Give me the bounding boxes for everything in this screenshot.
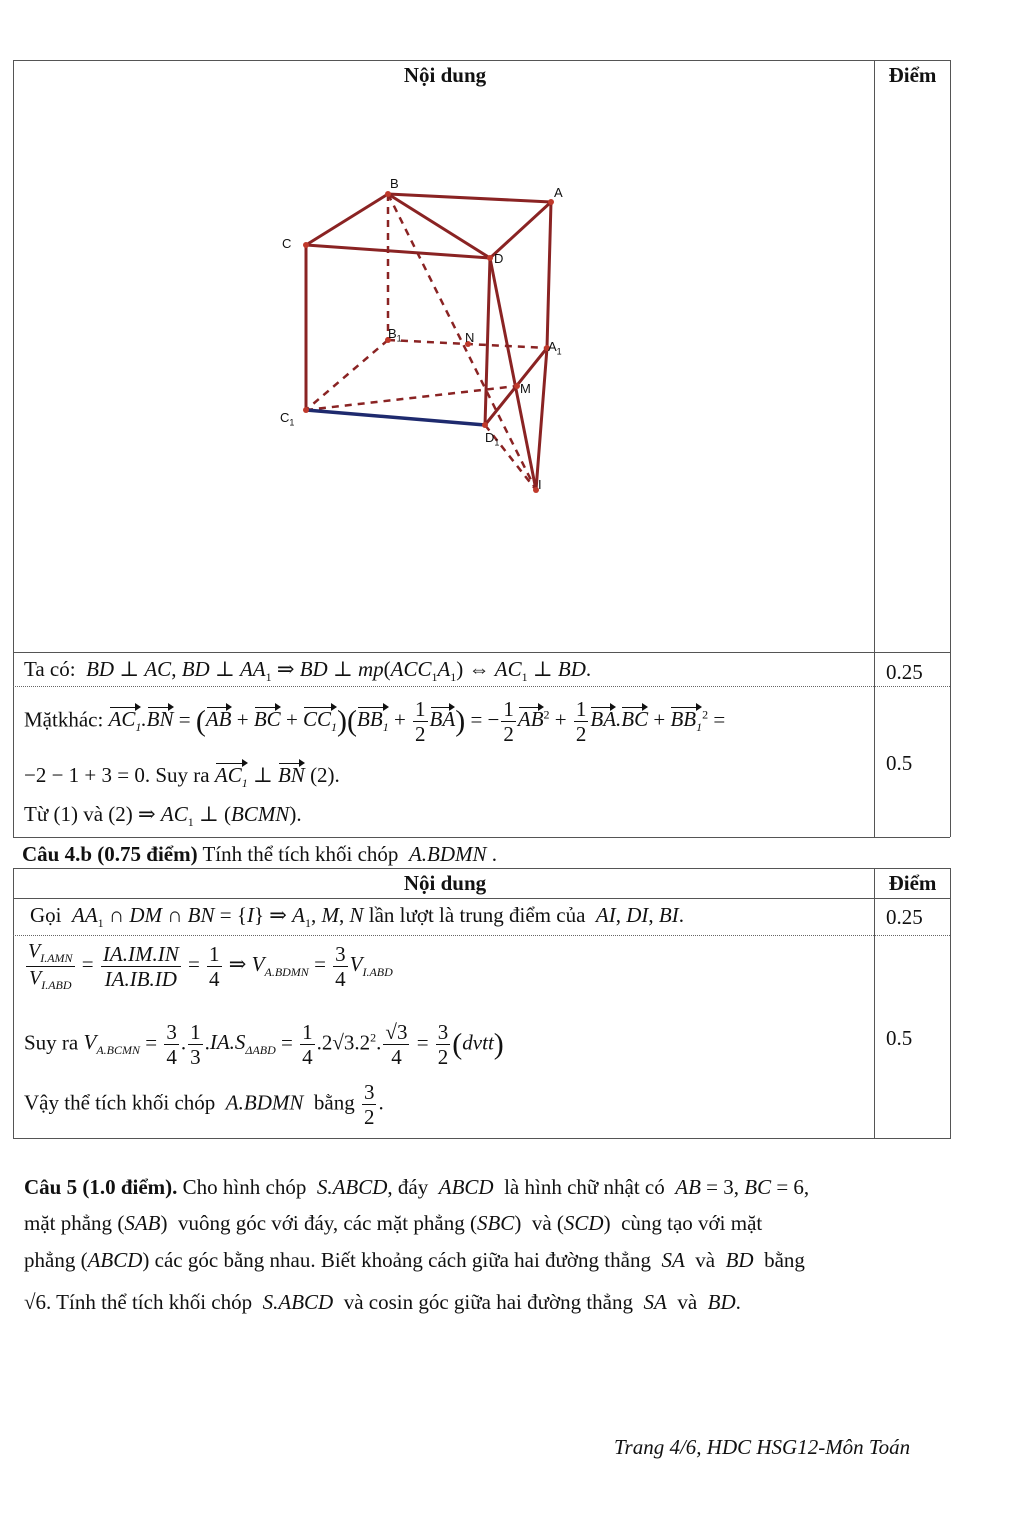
table1-bottom-border — [13, 837, 950, 838]
cau5-line2: mặt phẳng (SAB) vuông góc với đáy, các mặt phẳng (SBC) và (SCD) cùng tạo với mặt — [24, 1211, 763, 1235]
row2-result: −2 − 1 + 3 = 0. Suy ra $AC_1$ ⊥ BN (2). — [24, 763, 340, 791]
label-I: I — [538, 477, 542, 492]
table2-header-score: Điểm — [888, 871, 937, 895]
table2-right-border — [950, 868, 951, 1139]
label-A1: $A_1$ — [548, 339, 562, 357]
table2-row-border — [13, 935, 950, 936]
table2-mid-border — [874, 868, 875, 1139]
table1-header-content: Nội dung — [403, 63, 487, 87]
label-D1: $D_1$ — [485, 430, 500, 448]
cau5-line3: phẳng (ABCD) các góc bằng nhau. Biết khoảng cách giữa hai đường thẳng SA và BD bằng — [24, 1248, 805, 1272]
volume-computation: Suy ra $V_{A.BCMN}$ = $\frac{3}{4}$ . $\frac{1}{3}$ $.IA.S_{\Delta ABD}$ = $\frac{1}{4}$ $.2√3.2^2$. $\frac{√3}{4}$ = $\frac{3}{2}$ (dvtt) — [24, 1020, 504, 1070]
label-B: B — [390, 176, 399, 191]
row2-equation: Mặtkhác: $AC_1.BN = (AB$ + BC + $CC_1)(BB_1$ + $\frac{1}{2}$ BA) = − $\frac{1}{2}$ $AB^2$ + $\frac{1}{2}$ $BA.BC + BB_1^2$ = — [24, 697, 726, 747]
label-A: A — [554, 185, 563, 200]
table2-row1-score: 0.25 — [886, 905, 923, 929]
table2-bottom-border — [13, 1138, 950, 1139]
section-4b-title: Câu 4.b (0.75 điểm) Tính thể tích khối chóp A.BDMN . — [22, 842, 498, 866]
row1-statement: Ta có: BD ⊥ AC, BD ⊥ $AA_1$ ⇒ BD ⊥ $mp(ACC_1A_1)$ ⇔ $AC_1$ ⊥ BD. — [24, 657, 592, 685]
row1-score: 0.25 — [886, 660, 923, 684]
label-N: N — [465, 330, 475, 345]
table1-row-border — [13, 686, 950, 687]
label-C: C — [282, 236, 292, 251]
label-D: D — [494, 251, 504, 266]
table1-header-score: Điểm — [888, 63, 937, 87]
table1-mid-border — [874, 60, 875, 837]
table1-top-border — [13, 60, 950, 61]
page-footer: Trang 4/6, HDC HSG12-Môn Toán — [614, 1435, 911, 1459]
table2-left-border — [13, 868, 14, 1139]
table1-row-border — [13, 652, 950, 653]
label-M: M — [520, 381, 531, 396]
row23-score: 0.5 — [886, 751, 913, 775]
table2-header-content: Nội dung — [403, 871, 487, 895]
table2-row2-score: 0.5 — [886, 1026, 913, 1050]
table2-row1: Gọi $AA_1$ ∩ DM ∩ BN = {I} ⇒ $A_1$, M, N lần lượt là trung điểm của AI, DI, BI. — [30, 903, 684, 931]
table2-row-border — [13, 898, 950, 899]
label-B1: $B_1$ — [388, 326, 402, 344]
volume-ratio-equation: $\frac{V_{I.AMN}}{V_{I.ABD}}$ = $\frac{IA.IM.IN}{IA.IB.ID}$ = $\frac{1}{4}$ ⇒ $V_{A.BDMN}$ = $\frac{3}{4}$ $V_{I.ABD}$ — [28, 940, 393, 992]
table1-right-border — [950, 60, 951, 837]
table2-top-border — [13, 868, 950, 869]
table1-left-border — [13, 60, 14, 837]
row3-conclusion: Từ (1) và (2) ⇒ $AC_1$ ⊥ (BCMN). — [24, 802, 302, 830]
label-C1: $C_1$ — [280, 410, 295, 428]
cau5-line4: √6. Tính thể tích khối chóp S.ABCD và cosin góc giữa hai đường thẳng SA và BD. — [24, 1290, 741, 1314]
cau5-line1: Câu 5 (1.0 điểm). Cho hình chóp S.ABCD, đáy ABCD là hình chữ nhật có AB = 3, BC = 6, — [24, 1175, 810, 1199]
volume-conclusion: Vậy thể tích khối chóp A.BDMN bằng $\frac{3}{2}$ . — [24, 1080, 384, 1130]
